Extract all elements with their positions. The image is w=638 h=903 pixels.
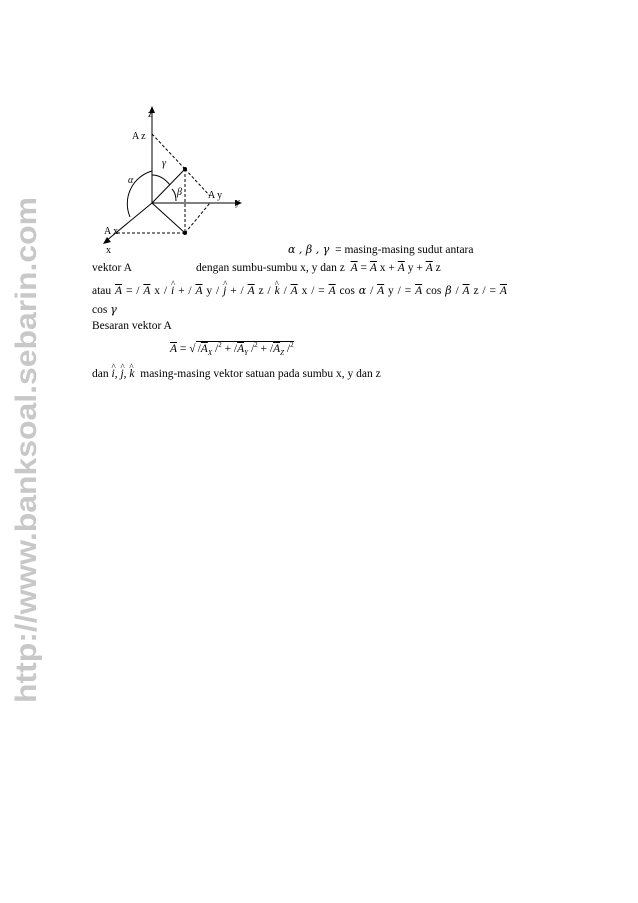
- vector-symbol: $\overline{A}$: [350, 262, 358, 274]
- watermark-text: http://www.banksoal.sebarin.com: [10, 235, 43, 703]
- vector-symbol: $\overline{A}$: [273, 342, 281, 355]
- vector-symbol: $\overline{A}$: [200, 342, 208, 355]
- axes-text: dengan sumbu-sumbu x, y dan z: [196, 262, 345, 274]
- bar: /: [250, 342, 255, 355]
- subscript-x: X: [207, 349, 213, 358]
- eq-part: /: [283, 285, 287, 297]
- axis-y-label: y: [235, 197, 240, 208]
- cos-text: cos: [92, 304, 108, 316]
- unit-k: ^ k: [275, 286, 280, 298]
- exponent: 2: [290, 341, 294, 349]
- vector-symbol: $\overline{A}$: [328, 285, 336, 297]
- plus: + /: [224, 342, 238, 355]
- az-label: A z: [132, 131, 146, 142]
- unit-i: ^ i: [111, 369, 114, 381]
- ay-label: A y: [208, 190, 223, 201]
- unit-i: ^ i: [171, 286, 174, 298]
- vector-symbol: $\overline{A}$: [247, 285, 255, 297]
- alpha-label: α: [128, 175, 134, 186]
- comma: ,: [123, 368, 127, 380]
- eq-part: y / =: [388, 285, 412, 297]
- gamma-label: γ: [162, 158, 166, 169]
- beta-label: β: [177, 187, 182, 198]
- eq-part: y /: [206, 285, 220, 297]
- atau-text: atau: [92, 285, 112, 297]
- greek-angles: α , β , γ: [288, 243, 330, 256]
- vector-diagram: [92, 103, 252, 253]
- unit-j: ^ j: [120, 369, 123, 381]
- vector-symbol: $\overline{A}$: [425, 262, 433, 274]
- eq-part: + /: [178, 285, 192, 297]
- eq-part: x /: [154, 285, 168, 297]
- equals: =: [360, 262, 367, 274]
- magnitude-formula: [170, 341, 294, 357]
- bar: /: [214, 342, 219, 355]
- component-z: z: [435, 262, 441, 274]
- vector-symbol: $\overline{A}$: [377, 285, 385, 297]
- eq-part: = /: [125, 285, 140, 297]
- eq-part: /: [370, 285, 374, 297]
- eq-part: x / =: [301, 285, 325, 297]
- angles-description: = masing-masing sudut antara: [335, 244, 474, 256]
- vector-line: [92, 263, 132, 275]
- axis-x-label: x: [106, 245, 111, 253]
- vector-equation-line: [196, 263, 441, 275]
- radicand: [196, 341, 294, 357]
- greek-angles-line: [288, 244, 473, 257]
- magnitude-heading: [92, 321, 172, 333]
- vector-symbol: $\overline{A}$: [115, 285, 123, 297]
- eq-part: + /: [230, 285, 244, 297]
- unit-vectors-line: [92, 369, 381, 381]
- vector-symbol: $\overline{A}$: [397, 262, 405, 274]
- component-x: x +: [379, 262, 395, 274]
- exponent: 2: [218, 341, 222, 349]
- comma: ,: [114, 368, 118, 380]
- vector-symbol: $\overline{A}$: [369, 262, 377, 274]
- axis-z-label: z: [148, 109, 153, 120]
- ax-label: A x: [104, 226, 119, 237]
- exponent: 2: [254, 341, 258, 349]
- gamma-symbol: γ: [110, 303, 117, 316]
- watermark: [6, 195, 46, 705]
- eq-part: /: [455, 285, 459, 297]
- cosine-line: [92, 285, 507, 298]
- eq-part: z / =: [473, 285, 496, 297]
- dan-text: dan: [92, 368, 109, 380]
- vector-symbol: $\overline{A}$: [415, 285, 423, 297]
- subscript-y: Y: [244, 349, 249, 358]
- bar: /: [197, 342, 201, 355]
- magnitude-text: Besaran vektor A: [92, 320, 172, 332]
- vector-symbol: $\overline{A}$: [195, 285, 203, 297]
- vector-symbol: $\overline{A}$: [170, 342, 178, 355]
- equals: =: [179, 342, 187, 355]
- cos-gamma-line: [92, 304, 117, 317]
- vector-symbol: $\overline{A}$: [237, 342, 245, 355]
- sqrt-sign: √: [189, 342, 196, 355]
- vector-symbol: $\overline{A}$: [499, 285, 507, 297]
- subscript-z: Z: [280, 349, 285, 358]
- vector-a-label: vektor A: [92, 262, 132, 274]
- vector-symbol: $\overline{A}$: [143, 285, 151, 297]
- vector-symbol: $\overline{A}$: [462, 285, 470, 297]
- cos-text: cos: [339, 285, 355, 297]
- unit-k: ^ k: [129, 369, 134, 381]
- vector-symbol: $\overline{A}$: [290, 285, 298, 297]
- beta-symbol: β: [445, 284, 452, 297]
- unit-vectors-text: masing-masing vektor satuan pada sumbu x, y dan z: [140, 368, 381, 380]
- unit-j: ^ j: [223, 286, 226, 298]
- component-y: y +: [407, 262, 423, 274]
- alpha-symbol: α: [358, 284, 367, 297]
- cos-text: cos: [426, 285, 442, 297]
- eq-part: z /: [258, 285, 271, 297]
- bar: /: [286, 342, 291, 355]
- plus: + /: [260, 342, 274, 355]
